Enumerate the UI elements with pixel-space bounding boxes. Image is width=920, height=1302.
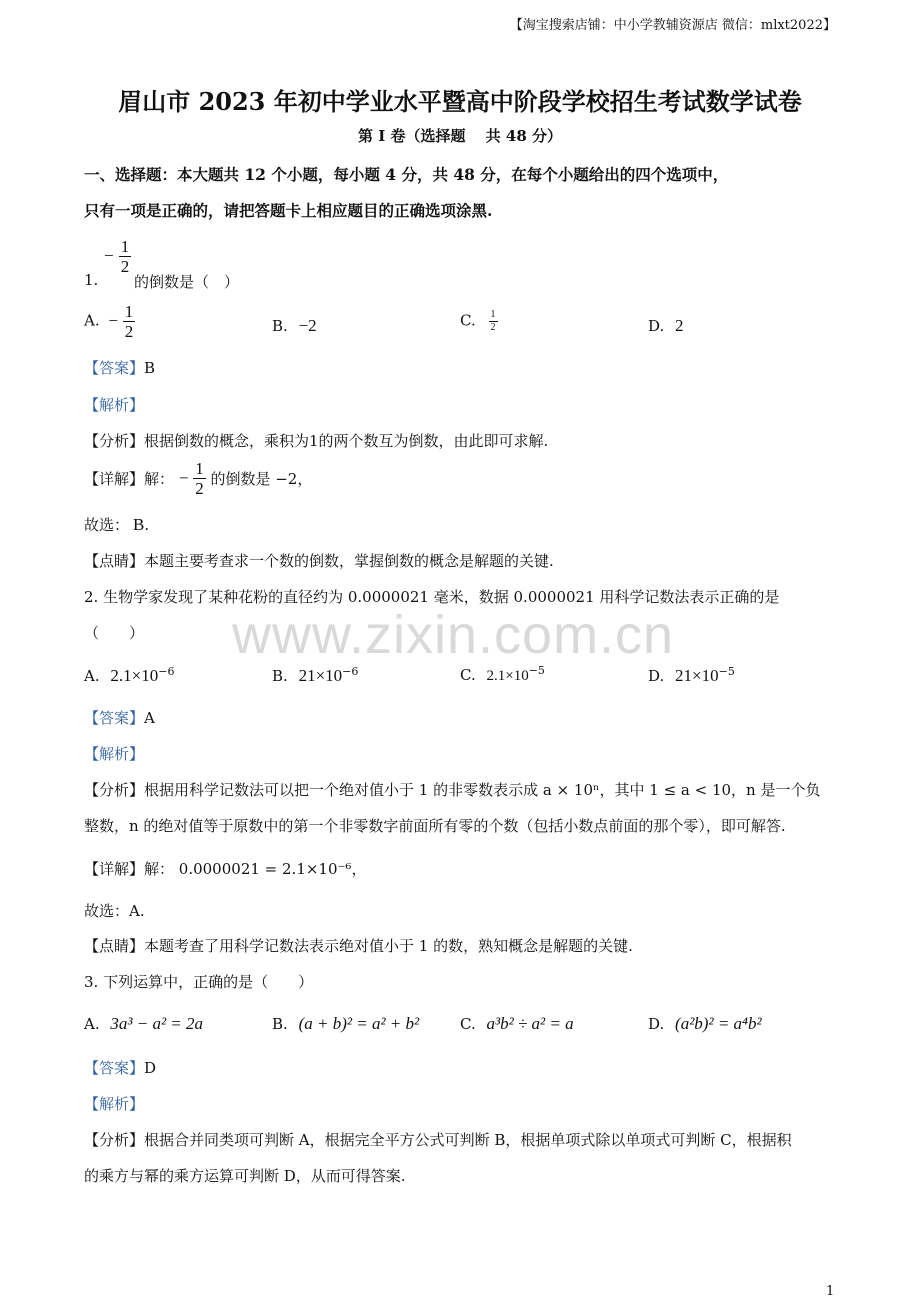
q1-option-a-num: 1 [124, 302, 134, 321]
q1-option-d [648, 316, 684, 336]
q1-fenxi [84, 430, 548, 451]
header-note: 【淘宝搜索店铺：中小学教辅资源店 微信：mlxt2022】 [509, 18, 836, 33]
q1-option-c-den: 2 [490, 322, 496, 333]
q2-option-c-base: 2.1×10 [486, 668, 529, 684]
q1-guxuan [84, 514, 149, 535]
q1-option-b [272, 316, 317, 336]
volume-heading: 第 I 卷（选择题 共 48 分） [357, 127, 562, 145]
q2-option-a-exp: −6 [158, 665, 175, 678]
q2-option-b [272, 666, 358, 686]
q1-option-b-value: −2 [298, 316, 317, 335]
option-label: D. [648, 667, 665, 685]
q3-option-b [272, 1014, 419, 1034]
option-label: B. [272, 667, 288, 685]
q2-answer-row [84, 707, 155, 728]
q1-guxuan-value: B [133, 515, 145, 534]
xiangjie-label: 【详解】 [84, 860, 145, 878]
q2-option-a-base: 2.1×10 [110, 666, 159, 685]
q2-option-c [460, 666, 545, 685]
q1-xiangjie [84, 460, 312, 497]
q2-dianjing [84, 935, 633, 956]
fenxi-label: 【分析】 [84, 432, 145, 450]
q3-option-a-expr: 3a³ − a² = 2a [110, 1014, 204, 1033]
q2-option-c-exp: −5 [528, 664, 545, 677]
q3-stem: 3. 下列运算中，正确的是（ ） [84, 973, 314, 991]
q2-xiangjie [84, 858, 366, 879]
page-number: 1 [826, 1284, 835, 1299]
q1-option-a-fraction [123, 303, 136, 340]
option-label: C. [460, 666, 476, 684]
q1-fraction-body [119, 238, 132, 275]
q1-xiangjie-pre: 解： [144, 470, 175, 488]
q1-option-d-value: 2 [675, 316, 684, 335]
q2-xiangjie-text: 解： 0.0000021 = 2.1×10⁻⁶， [144, 860, 367, 878]
q2-fenxi-text1: 根据用科学记数法可以把一个绝对值小于 1 的非零数表示成 a × 10ⁿ，其中 1 ≤ a < 10，n 是一个负 [144, 781, 821, 799]
q2-fenxi-line2: 整数，n 的绝对值等于原数中的第一个非零数字前面所有零的个数（包括小数点前面的那个零），即可解答. [84, 817, 786, 835]
q1-xiangjie-num: 1 [195, 459, 204, 478]
q3-option-d-expr: (a²b)² = a⁴b² [675, 1014, 762, 1033]
q2-dianjing-text: 本题考查了用科学记数法表示绝对值小于 1 的数，熟知概念是解题的关键. [144, 937, 633, 955]
page-title: 眉山市 2023 年初中学业水平暨高中阶段学校招生考试数学试卷 [118, 87, 802, 116]
option-label: A. [84, 667, 100, 685]
q1-xiangjie-sign: − [178, 468, 189, 488]
q2-fenxi-line1 [84, 779, 820, 800]
q1-dianjing-text: 本题主要考查求一个数的倒数，掌握倒数的概念是解题的关键. [144, 552, 554, 570]
answer-label: 【答案】 [84, 359, 145, 377]
q3-fenxi-text1: 根据合并同类项可判断 A，根据完全平方公式可判断 B，根据单项式除以单项式可判断 C，根据积 [144, 1131, 792, 1149]
q1-option-a-sign: − [108, 310, 118, 330]
q1-analysis-label: 【解析】 [84, 396, 145, 414]
q2-option-d-base: 21×10 [675, 666, 719, 685]
q2-option-a [84, 666, 174, 686]
q2-option-d [648, 666, 735, 686]
option-label: A. [84, 311, 100, 330]
option-label: B. [272, 317, 288, 335]
q1-option-c-fraction [489, 310, 498, 333]
q3-answer-row [84, 1057, 156, 1078]
q1-fraction-sign: − [104, 246, 114, 265]
q1-fraction [104, 238, 131, 275]
q3-option-c-expr: a³b² ÷ a² = a [486, 1014, 574, 1033]
q3-fenxi-line1 [84, 1129, 792, 1150]
q1-answer-row [84, 357, 155, 378]
q1-fenxi-text: 根据倒数的概念，乘积为1的两个数互为倒数，由此即可求解. [144, 432, 549, 450]
q2-guxuan: 故选：A. [84, 902, 145, 920]
watermark: www.zixin.com.cn [232, 605, 675, 665]
answer-label: 【答案】 [84, 1059, 145, 1077]
fenxi-label: 【分析】 [84, 781, 145, 799]
option-label: B. [272, 1015, 288, 1033]
q1-fraction-den: 2 [120, 257, 130, 276]
xiangjie-label: 【详解】 [84, 470, 145, 488]
q1-option-c-num: 1 [490, 309, 496, 320]
q1-xiangjie-den: 2 [195, 479, 204, 498]
q2-stem-line1: 2. 生物学家发现了某种花粉的直径约为 0.0000021 毫米，数据 0.0000021 用科学记数法表示正确的是 [84, 588, 780, 606]
q1-option-a [84, 303, 135, 340]
option-label: A. [84, 1015, 100, 1033]
q1-guxuan-label: 故选： [84, 516, 130, 534]
q2-analysis-label: 【解析】 [84, 745, 145, 763]
q3-answer-value: D [144, 1059, 157, 1077]
q2-option-b-exp: −6 [342, 665, 359, 678]
q2-option-b-base: 21×10 [298, 666, 343, 685]
q3-option-b-expr: (a + b)² = a² + b² [298, 1014, 420, 1033]
answer-label: 【答案】 [84, 709, 145, 727]
section-heading-line1: 一、选择题：本大题共 12 个小题，每小题 4 分，共 48 分，在每个小题给出的四个选项中， [84, 165, 729, 184]
option-label: C. [460, 311, 476, 330]
option-label: D. [648, 317, 665, 335]
q1-number: 1. [84, 271, 99, 289]
q1-xiangjie-post: 的倒数是 −2， [210, 470, 313, 488]
q2-option-d-exp: −5 [718, 665, 735, 678]
q1-option-c [460, 310, 498, 333]
q1-fraction-num: 1 [120, 237, 130, 256]
q1-xiangjie-fraction [193, 460, 206, 497]
q3-option-c [460, 1014, 574, 1034]
q1-option-a-den: 2 [124, 322, 134, 341]
section-heading-line2: 只有一项是正确的，请把答题卡上相应题目的正确选项涂黑. [84, 201, 493, 220]
option-label: D. [648, 1015, 665, 1033]
dianjing-label: 【点睛】 [84, 552, 145, 570]
option-label: C. [460, 1015, 476, 1033]
q2-answer-value: A [144, 709, 155, 727]
q3-fenxi-line2: 的乘方与幂的乘方运算可判断 D，从而可得答案. [84, 1167, 406, 1185]
q2-stem-line2: （ ） [84, 624, 145, 642]
q1-guxuan-end: . [144, 516, 150, 534]
fenxi-label: 【分析】 [84, 1131, 145, 1149]
q3-option-d [648, 1014, 762, 1034]
dianjing-label: 【点睛】 [84, 937, 145, 955]
q1-dianjing [84, 550, 554, 571]
q1-stem: 的倒数是（ ） [134, 273, 240, 291]
q1-answer-value: B [144, 359, 156, 377]
q3-analysis-label: 【解析】 [84, 1095, 145, 1113]
q3-option-a [84, 1014, 203, 1034]
